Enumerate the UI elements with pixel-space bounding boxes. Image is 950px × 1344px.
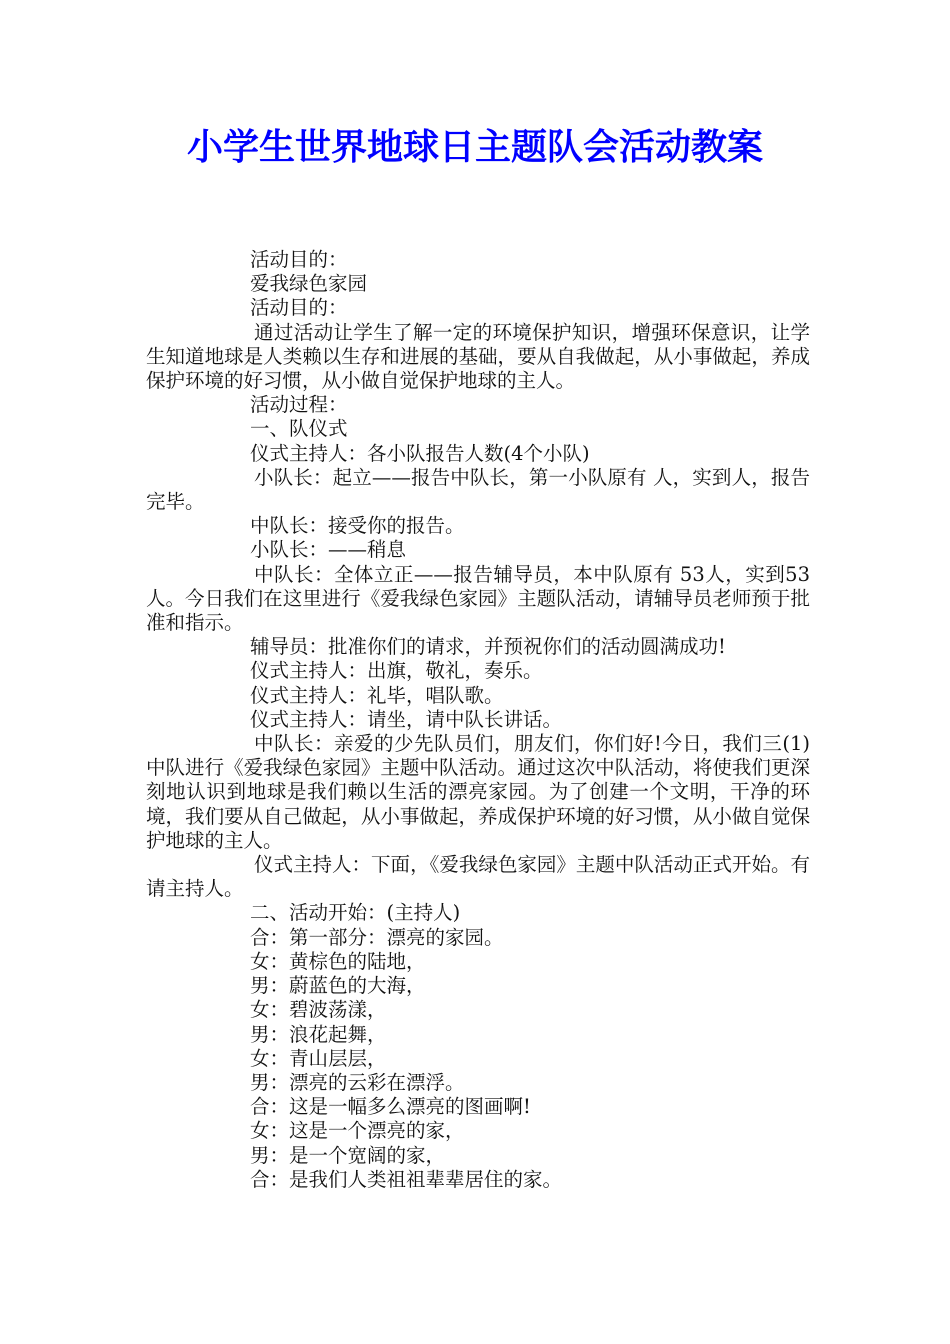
paragraph: 女：碧波荡漾， <box>250 998 387 1022</box>
paragraph: 仪式主持人：出旗，敬礼，奏乐。 <box>250 659 543 683</box>
paragraph: 爱我绿色家园 <box>250 272 368 296</box>
paragraph: 合：第一部分：漂亮的家园。 <box>250 925 504 949</box>
document-title: 小学生世界地球日主题队会活动教案 <box>186 127 763 168</box>
paragraph: 合：是我们人类祖祖辈辈居住的家。 <box>250 1167 563 1191</box>
paragraph: 男：漂亮的云彩在漂浮。 <box>250 1070 465 1094</box>
paragraph: 中队长：亲爱的少先队员们，朋友们，你们好!今日，我们三(1)中队进行《爱我绿色家园》主题中队活动。通过这次中队活动，将使我们更深刻地认识到地球是我们赖以生活的漂亮家园。为了创建一个文明，干净的环境，我们要从自己做起，从小事做起，养成保护环境的好习惯，从小做自觉保护地球的主人。 <box>146 732 810 852</box>
paragraph: 辅导员：批准你们的请求，并预祝你们的活动圆满成功! <box>250 635 726 659</box>
paragraph: 活动目的： <box>250 296 348 320</box>
paragraph: 男：是一个宽阔的家， <box>250 1143 446 1167</box>
paragraph: 女：这是一个漂亮的家， <box>250 1119 465 1143</box>
paragraph: 中队长：接受你的报告。 <box>250 514 465 538</box>
paragraph: 男：蔚蓝色的大海， <box>250 974 426 998</box>
paragraph: 小队长：起立——报告中队长，第一小队原有 人，实到人，报告完毕。 <box>146 465 810 514</box>
paragraph: 通过活动让学生了解一定的环境保护知识，增强环保意识，让学生知道地球是人类赖以生存和进展的基础，要从自我做起，从小事做起，养成保护环境的好习惯，从小做自觉保护地球的主人。 <box>146 320 810 393</box>
document-body <box>146 248 810 1192</box>
paragraph: 仪式主持人：礼毕，唱队歌。 <box>250 683 504 707</box>
paragraph: 合：这是一幅多么漂亮的图画啊! <box>250 1095 531 1119</box>
paragraph: 男：浪花起舞， <box>250 1022 387 1046</box>
paragraph: 女：青山层层， <box>250 1046 387 1070</box>
paragraph: 一、队仪式 <box>250 417 348 441</box>
paragraph: 仪式主持人：请坐，请中队长讲话。 <box>250 707 563 731</box>
paragraph: 活动目的： <box>250 248 348 271</box>
paragraph: 活动过程： <box>250 393 348 417</box>
paragraph: 女：黄棕色的陆地， <box>250 949 426 973</box>
paragraph: 仪式主持人：各小队报告人数(4个小队) <box>250 441 590 465</box>
paragraph: 二、活动开始：(主持人) <box>250 901 461 925</box>
paragraph: 小队长：——稍息 <box>250 538 407 562</box>
paragraph: 中队长：全体立正——报告辅导员，本中队原有 53人，实到53人。今日我们在这里进行《爱我绿色家园》主题队活动，请辅导员老师预于批准和指示。 <box>146 562 810 635</box>
paragraph: 仪式主持人：下面，《爱我绿色家园》主题中队活动正式开始。有请主持人。 <box>146 853 810 901</box>
